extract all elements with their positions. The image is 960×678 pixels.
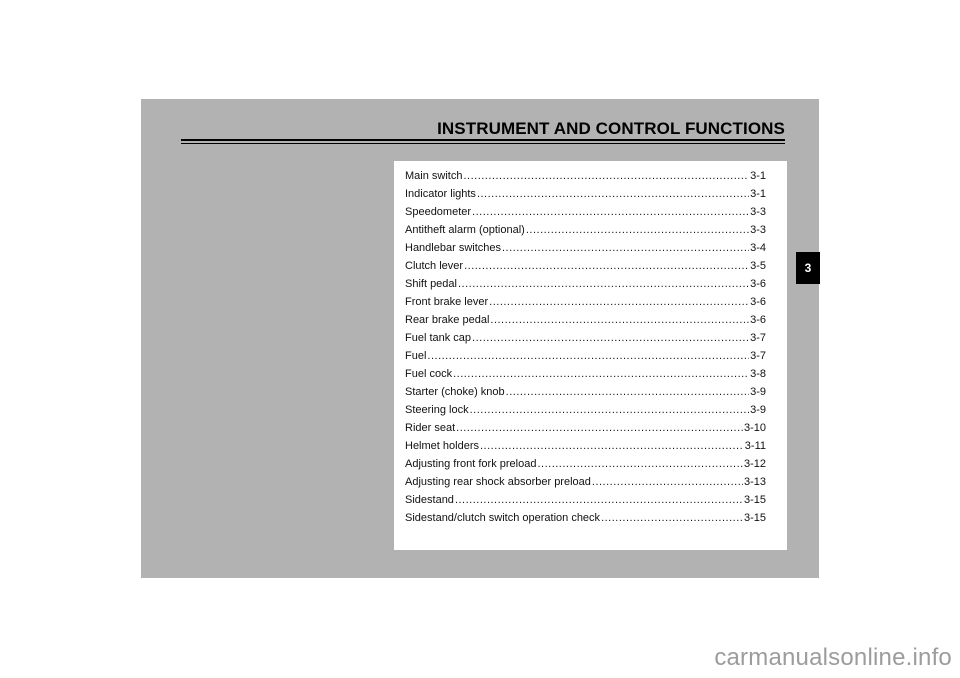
toc-entry-page: 3-11 bbox=[744, 440, 766, 452]
toc-entry-page: 3-7 bbox=[750, 332, 766, 344]
toc-entry-page: 3-8 bbox=[750, 368, 766, 380]
toc-dot-leader bbox=[472, 206, 749, 218]
toc-entry-page: 3-7 bbox=[750, 350, 766, 362]
toc-entry-label: Adjusting front fork preload bbox=[405, 458, 537, 470]
toc-dot-leader bbox=[480, 440, 744, 452]
toc-dot-leader bbox=[489, 296, 749, 308]
toc-entry[interactable] bbox=[405, 404, 766, 422]
toc-dot-leader bbox=[601, 512, 743, 524]
toc-entry-page: 3-6 bbox=[750, 296, 766, 308]
toc-entry-label: Helmet holders bbox=[405, 440, 479, 452]
title-underline-thick bbox=[181, 139, 785, 141]
toc-entry[interactable] bbox=[405, 242, 766, 260]
toc-entry-label: Indicator lights bbox=[405, 188, 476, 200]
toc-entry[interactable] bbox=[405, 422, 766, 440]
toc-entry[interactable] bbox=[405, 440, 766, 458]
toc-dot-leader bbox=[458, 278, 749, 290]
toc-dot-leader bbox=[455, 494, 743, 506]
toc-entry-page: 3-5 bbox=[750, 260, 766, 272]
toc-entry-page: 3-4 bbox=[750, 242, 766, 254]
toc-dot-leader bbox=[506, 386, 749, 398]
toc-list bbox=[405, 170, 766, 530]
toc-entry-page: 3-1 bbox=[750, 188, 766, 200]
toc-entry-label: Rider seat bbox=[405, 422, 456, 434]
table-of-contents bbox=[394, 161, 787, 550]
section-title: INSTRUMENT AND CONTROL FUNCTIONS bbox=[437, 119, 785, 138]
toc-entry[interactable] bbox=[405, 260, 766, 278]
toc-dot-leader bbox=[526, 224, 749, 236]
toc-dot-leader bbox=[464, 260, 749, 272]
toc-entry-page: 3-1 bbox=[750, 170, 766, 182]
toc-dot-leader bbox=[453, 368, 749, 380]
toc-dot-leader bbox=[463, 170, 749, 182]
toc-entry[interactable] bbox=[405, 350, 766, 368]
toc-entry-label: Fuel bbox=[405, 350, 427, 362]
toc-dot-leader bbox=[470, 404, 750, 416]
toc-dot-leader bbox=[472, 332, 749, 344]
toc-entry-page: 3-13 bbox=[743, 476, 766, 488]
toc-entry-page: 3-9 bbox=[750, 404, 766, 416]
toc-entry-page: 3-6 bbox=[750, 278, 766, 290]
toc-entry[interactable] bbox=[405, 224, 766, 242]
toc-entry-label: Fuel tank cap bbox=[405, 332, 472, 344]
toc-entry[interactable] bbox=[405, 458, 766, 476]
toc-entry[interactable] bbox=[405, 206, 766, 224]
toc-entry-label: Sidestand/clutch switch operation check bbox=[405, 512, 601, 524]
toc-entry[interactable] bbox=[405, 314, 766, 332]
toc-entry-page: 3-15 bbox=[743, 512, 766, 524]
toc-entry[interactable] bbox=[405, 512, 766, 530]
toc-entry-label: Sidestand bbox=[405, 494, 454, 506]
toc-entry[interactable] bbox=[405, 386, 766, 404]
toc-entry-label: Starter (choke) knob bbox=[405, 386, 505, 398]
toc-entry-label: Steering lock bbox=[405, 404, 469, 416]
toc-dot-leader bbox=[490, 314, 749, 326]
watermark: carmanualsonline.info bbox=[714, 644, 952, 671]
toc-entry[interactable] bbox=[405, 296, 766, 314]
toc-entry-page: 3-3 bbox=[750, 224, 766, 236]
toc-dot-leader bbox=[427, 350, 749, 362]
toc-entry[interactable] bbox=[405, 188, 766, 206]
toc-entry-label: Rear brake pedal bbox=[405, 314, 490, 326]
title-underline-thin bbox=[181, 143, 785, 144]
toc-entry[interactable] bbox=[405, 332, 766, 350]
toc-entry[interactable] bbox=[405, 170, 766, 188]
toc-dot-leader bbox=[537, 458, 743, 470]
manual-page bbox=[141, 99, 819, 578]
toc-entry[interactable] bbox=[405, 494, 766, 512]
toc-entry-label: Main switch bbox=[405, 170, 463, 182]
toc-entry-page: 3-3 bbox=[750, 206, 766, 218]
toc-entry[interactable] bbox=[405, 476, 766, 494]
toc-entry-label: Fuel cock bbox=[405, 368, 453, 380]
toc-entry-label: Front brake lever bbox=[405, 296, 489, 308]
toc-entry-label: Speedometer bbox=[405, 206, 472, 218]
toc-dot-leader bbox=[592, 476, 743, 488]
toc-dot-leader bbox=[477, 188, 749, 200]
toc-entry-label: Antitheft alarm (optional) bbox=[405, 224, 525, 236]
toc-entry-page: 3-12 bbox=[743, 458, 766, 470]
toc-entry[interactable] bbox=[405, 278, 766, 296]
toc-entry[interactable] bbox=[405, 368, 766, 386]
toc-dot-leader bbox=[456, 422, 743, 434]
toc-entry-page: 3-15 bbox=[743, 494, 766, 506]
toc-entry-label: Clutch lever bbox=[405, 260, 464, 272]
toc-entry-label: Shift pedal bbox=[405, 278, 457, 290]
toc-dot-leader bbox=[502, 242, 749, 254]
toc-entry-page: 3-10 bbox=[743, 422, 766, 434]
toc-entry-page: 3-6 bbox=[750, 314, 766, 326]
chapter-tab[interactable]: 3 bbox=[796, 252, 820, 284]
toc-entry-label: Adjusting rear shock absorber preload bbox=[405, 476, 591, 488]
toc-entry-label: Handlebar switches bbox=[405, 242, 501, 254]
toc-entry-page: 3-9 bbox=[750, 386, 766, 398]
